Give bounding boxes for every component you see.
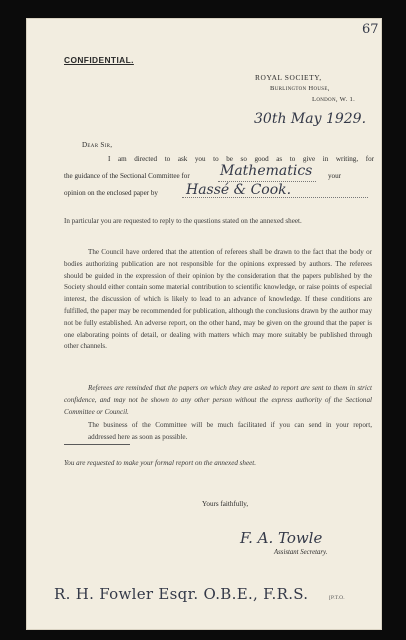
signature: F. A. Towle xyxy=(240,529,323,547)
body-line-3a: opinion on the enclosed paper by xyxy=(64,189,158,197)
salutation: Dear Sir, xyxy=(82,141,113,149)
address-line-2: London, W. 1. xyxy=(312,96,356,103)
signatory-title: Assistant Secretary. xyxy=(274,549,328,556)
confidence-paragraph: Referees are reminded that the papers on which they are asked to report are sent to them in strict confidence, and may not be shown to any other person without the express authority of the Sectional Committee or Council. xyxy=(64,384,372,416)
body-line-1: I am directed to ask you to be so good as to give in writing, for xyxy=(108,155,374,163)
recipient-handwritten: R. H. Fowler Esqr. O.B.E., F.R.S. xyxy=(54,585,309,603)
formal-report-paragraph: You are requested to make your formal report on the annexed sheet. xyxy=(64,459,257,467)
pto-mark: [P.T.O. xyxy=(329,595,345,601)
questions-paragraph: In particular you are requested to reply to the questions stated on the annexed sheet. xyxy=(64,217,302,225)
date-handwritten: 30th May 1929. xyxy=(254,111,367,127)
org-name: ROYAL SOCIETY, xyxy=(255,73,322,82)
business-paragraph xyxy=(64,420,372,445)
business-text-b: as soon as possible. xyxy=(131,432,188,441)
letter-sheet xyxy=(26,18,382,630)
address-line-1: Burlington House, xyxy=(270,85,330,92)
committee-handwritten: Mathematics xyxy=(220,163,313,179)
page-number: 67 xyxy=(362,22,379,37)
council-paragraph: The Council have ordered that the attention of referees shall be drawn to the fact that the body or bodies authorizing publication are not responsible for the opinions expressed by authors. The referees should be guided in the expression of their opinion by the consideration that the papers published by the Society should either contain some material contribution to scientific knowledge, or raise points of especial interest, the discussion of which is likely to lead to an advance of knowledge. If these conditions are fulfilled, the paper may be recommended for publication, although the conclusions drawn by the author may not be fully established. An adverse report, on the other hand, may be given on the ground that the paper is one elaborating points of detail, or dealing with matters which may more suitably be published through other channels. xyxy=(64,248,372,351)
confidential-heading: CONFIDENTIAL. xyxy=(64,55,134,65)
body-line-2b: your xyxy=(328,172,342,180)
body-line-2a: the guidance of the Sectional Committee for xyxy=(64,172,190,180)
closing: Yours faithfully, xyxy=(202,500,249,508)
authors-handwritten: Hassé & Cook. xyxy=(186,182,292,198)
business-underlined: addressed here xyxy=(64,432,130,445)
business-text-a: The business of the Committee will be much facilitated if you can send in your report, xyxy=(88,421,372,429)
